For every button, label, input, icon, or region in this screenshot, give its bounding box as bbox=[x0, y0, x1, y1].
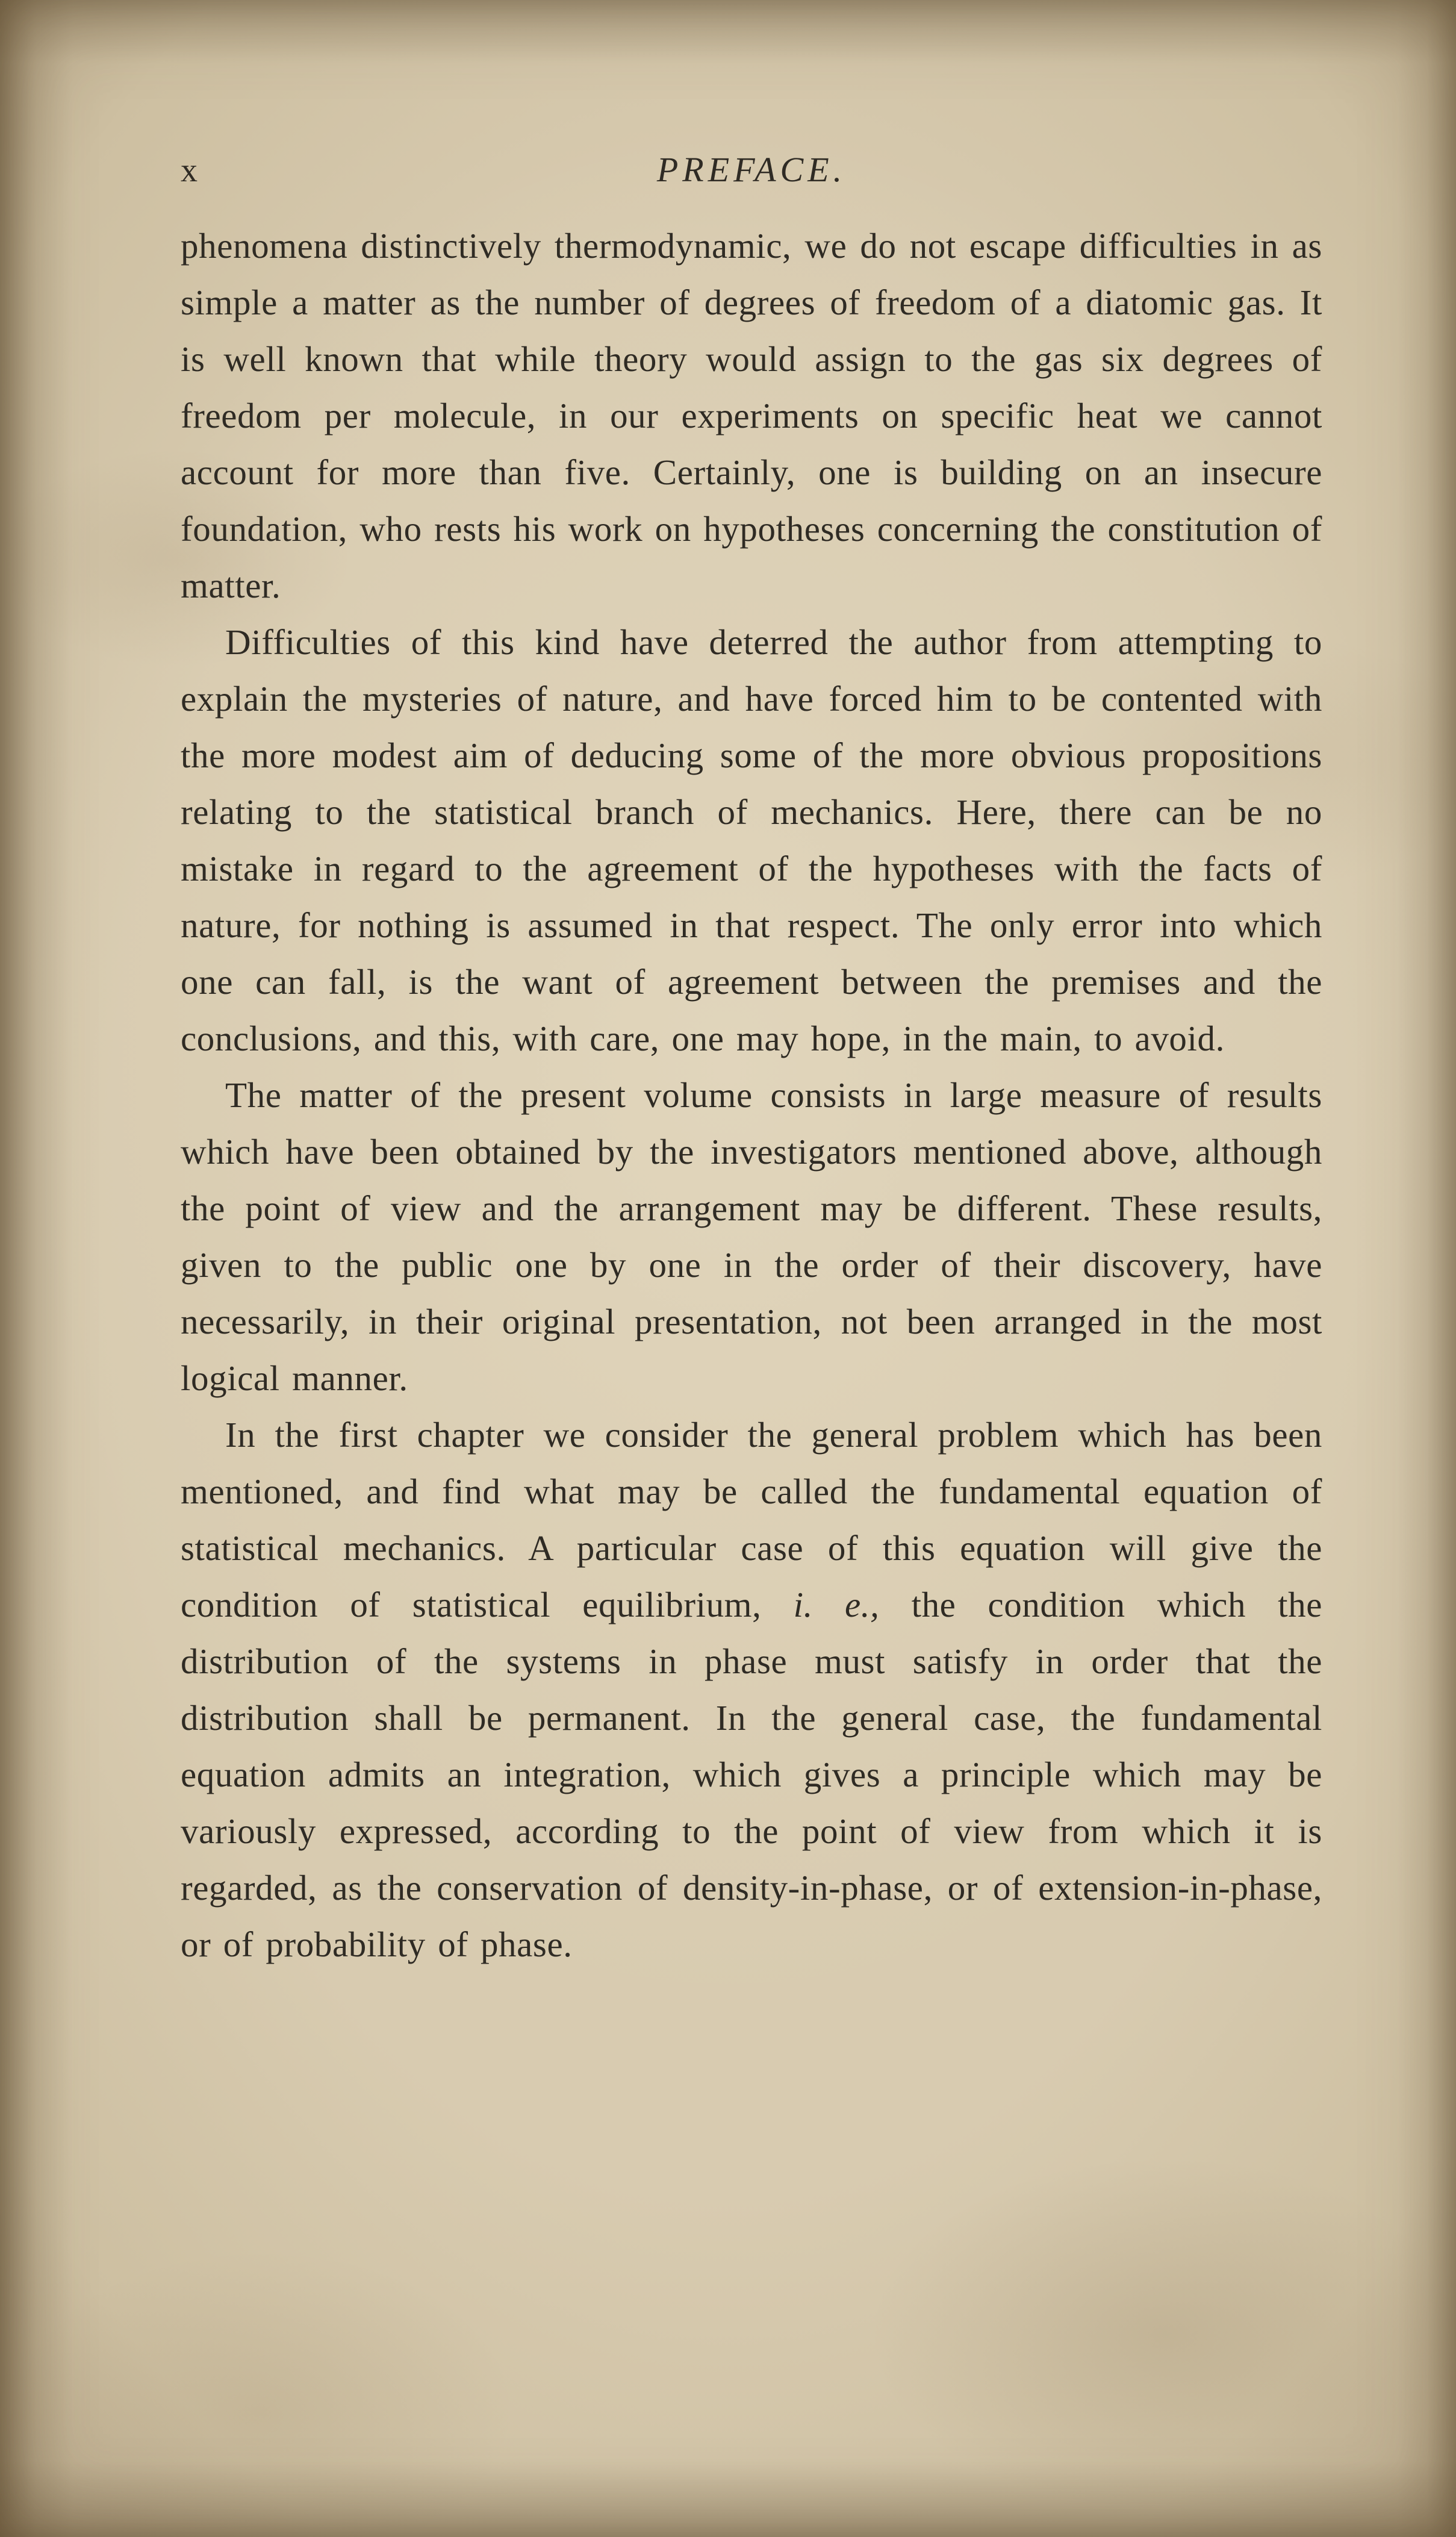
text-segment: the condition which the distribution of the systems in phase must satisfy in order that the distribution shall be permanent. In the general case, the fundamental equation admits an integration, which gives a principle which may be variously expressed, according to the point of view from which it is regarded, as the conservation of density-in-phase, or of extension-in-phase, or of probability of phase. bbox=[181, 1585, 1322, 1964]
paragraph bbox=[181, 217, 1322, 614]
italic-text-segment: i. e., bbox=[793, 1585, 880, 1624]
paragraph bbox=[181, 1406, 1322, 1973]
page-header bbox=[181, 149, 1322, 190]
paragraph bbox=[181, 614, 1322, 1067]
text-segment: phenomena distinctively thermodynamic, we do not escape difficulties in as simple a matter as the number of degrees of freedom of a diatomic gas. It is well known that while theory would assign to the gas six degrees of freedom per molecule, in our experiments on specific heat we cannot account for more than five. Certainly, one is building on an insecure foundation, who rests his work on hypotheses concerning the constitution of matter. bbox=[181, 226, 1322, 605]
page-number: x bbox=[181, 152, 199, 189]
paragraph bbox=[181, 1067, 1322, 1406]
text-segment: Difficulties of this kind have deterred the author from attempting to explain the mysteries of nature, and have forced him to be contented with the more modest aim of deducing some of the more obvious propositions relating to the statistical branch of mechanics. Here, there can be no mistake in regard to the agreement of the hypotheses with the facts of nature, for nothing is assumed in that respect. The only error into which one can fall, is the want of agreement between the premises and the conclusions, and this, with care, one may hope, in the main, to avoid. bbox=[181, 622, 1322, 1058]
running-title: PREFACE. bbox=[656, 150, 847, 189]
page-body bbox=[181, 217, 1322, 1973]
text-segment: The matter of the present volume consists in large measure of results which have been obtained by the investigators mentioned above, although the point of view and the arrangement may be different. These results, given to the public one by one in the order of their discovery, have necessarily, in their original presentation, not been arranged in the most logical manner. bbox=[181, 1075, 1322, 1398]
text-segment: In the first chapter we consider the general problem which has been mentioned, and find what may be called the fundamental equation of statistical mechanics. A particular case of this equation will give the condition of statistical equilibrium, bbox=[181, 1415, 1322, 1624]
